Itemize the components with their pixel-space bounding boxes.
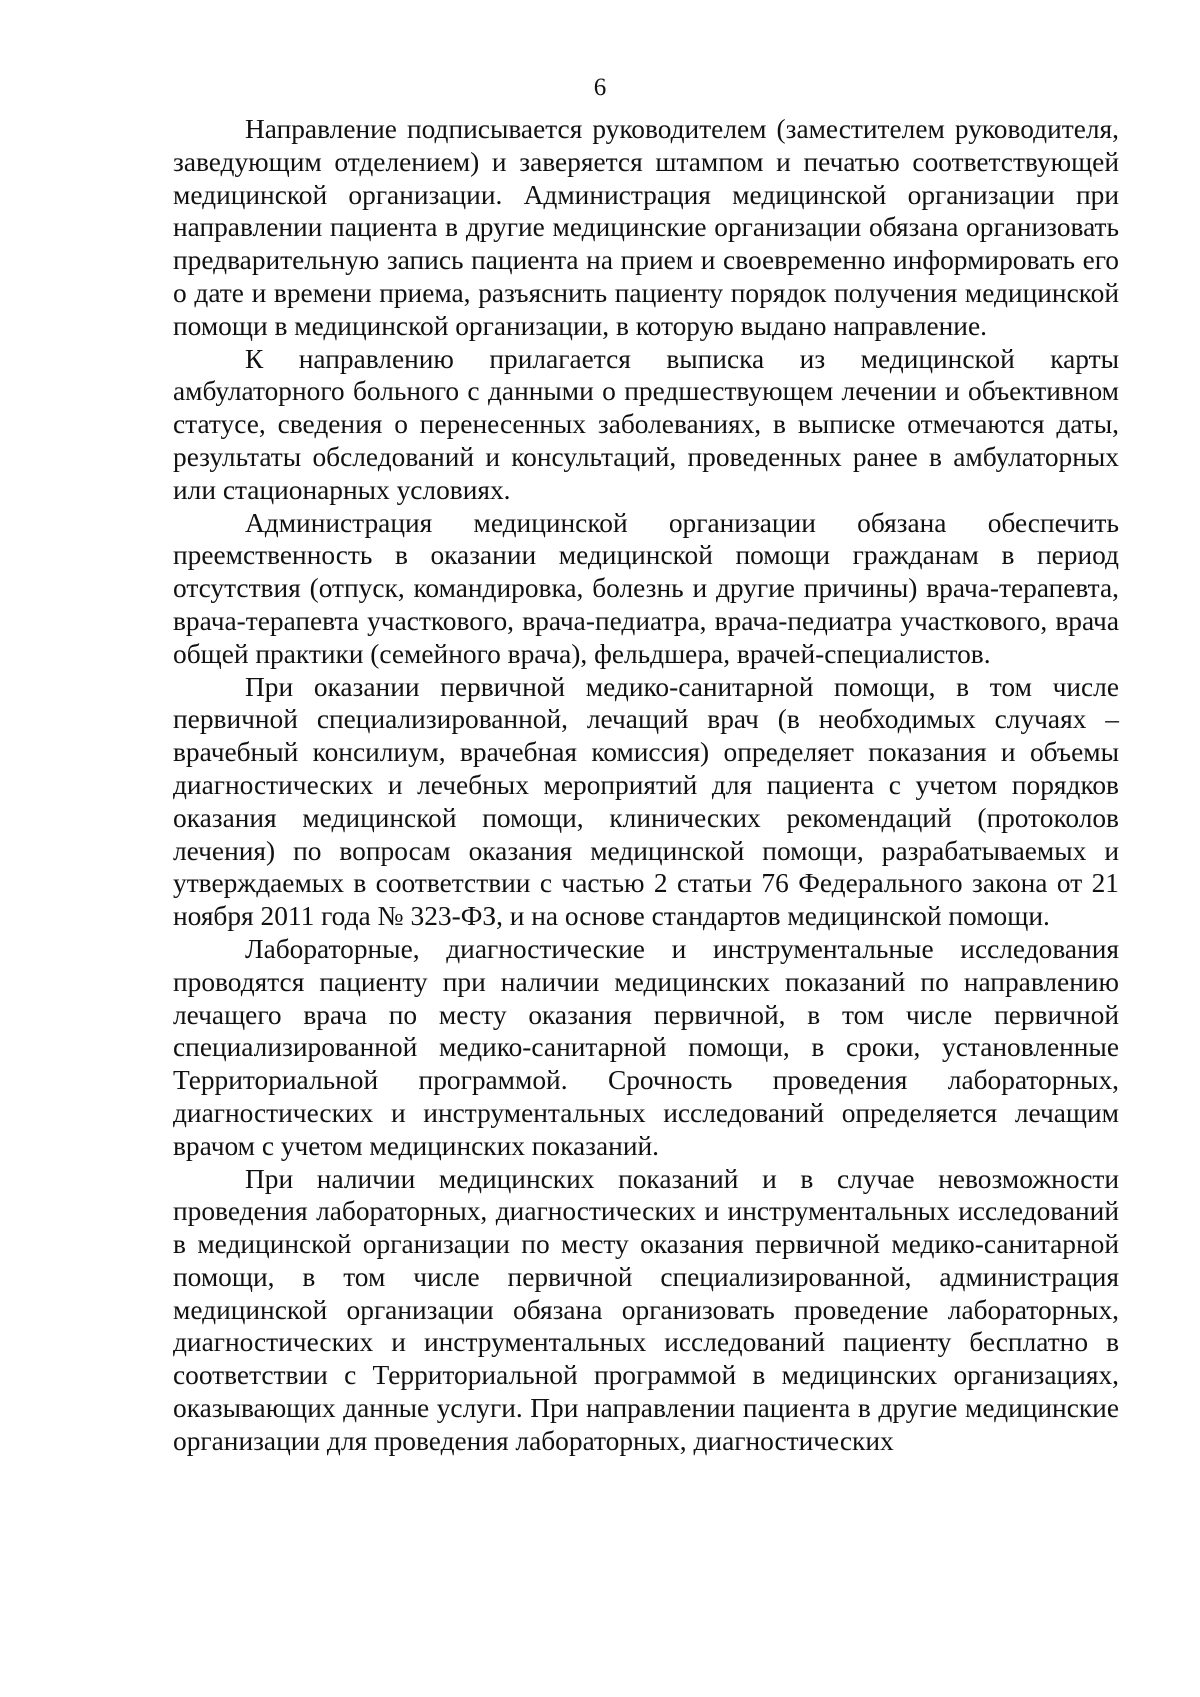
- paragraph-laboratory-studies: Лабораторные, диагностические и инструментальные исследования проводятся пациенту при наличии медицинских показаний по направлению лечащего врача по месту оказания первичной, в том числе первичной специализированной медико-санитарной помощи, в сроки, установленные Территориальной программой. Срочность проведения лабораторных, диагностических и инструментальных исследований определяется лечащим врачом с учетом медицинских показаний.: [173, 933, 1119, 1161]
- paragraph-attending-physician: При оказании первичной медико-санитарной помощи, в том числе первичной специализированной, лечащий врач (в необходимых случаях – врачебный консилиум, врачебная комиссия) определяет показания и объемы диагностических и лечебных мероприятий для пациента с учетом порядков оказания медицинской помощи, клинических рекомендаций (протоколов лечения) по вопросам оказания медицинской помощи, разрабатываемых и утверждаемых в соответствии с частью 2 статьи 76 Федерального закона от 21 ноября 2011 года № 323-ФЗ, и на основе стандартов медицинской помощи.: [173, 671, 1119, 932]
- paragraph-referral-signature: Направление подписывается руководителем (заместителем руководителя, заведующим отделением) и заверяется штампом и печатью соответствующей медицинской организации. Администрация медицинской организации при направлении пациента в другие медицинские организации обязана организовать предварительную запись пациента на прием и своевременно информировать его о дате и времени приема, разъяснить пациенту порядок получения медицинской помощи в медицинской организации, в которую выдано направление.: [173, 114, 1119, 341]
- document-body: [173, 113, 1119, 1458]
- paragraph-external-studies: При наличии медицинских показаний и в случае невозможности проведения лабораторных, диагностических и инструментальных исследований в медицинской организации по месту оказания первичной медико-санитарной помощи, в том числе первичной специализированной, администрация медицинской организации обязана организовать проведение лабораторных, диагностических и инструментальных исследований пациенту бесплатно в соответствии с Территориальной программой в медицинских организациях, оказывающих данные услуги. При направлении пациента в другие медицинские организации для проведения лабораторных, диагностических: [173, 1163, 1119, 1456]
- page-number: 6: [593, 74, 607, 101]
- paragraph-medical-record-extract: К направлению прилагается выписка из медицинской карты амбулаторного больного с данными о предшествующем лечении и объективном статусе, сведения о перенесенных заболеваниях, в выписке отмечаются даты, результаты обследований и консультаций, проведенных ранее в амбулаторных или стационарных условиях.: [173, 343, 1119, 505]
- paragraph-care-continuity: Администрация медицинской организации обязана обеспечить преемственность в оказании медицинской помощи гражданам в период отсутствия (отпуск, командировка, болезнь и другие причины) врача-терапевта, врача-терапевта участкового, врача-педиатра, врача-педиатра участкового, врача общей практики (семейного врача), фельдшера, врачей-специалистов.: [173, 507, 1119, 669]
